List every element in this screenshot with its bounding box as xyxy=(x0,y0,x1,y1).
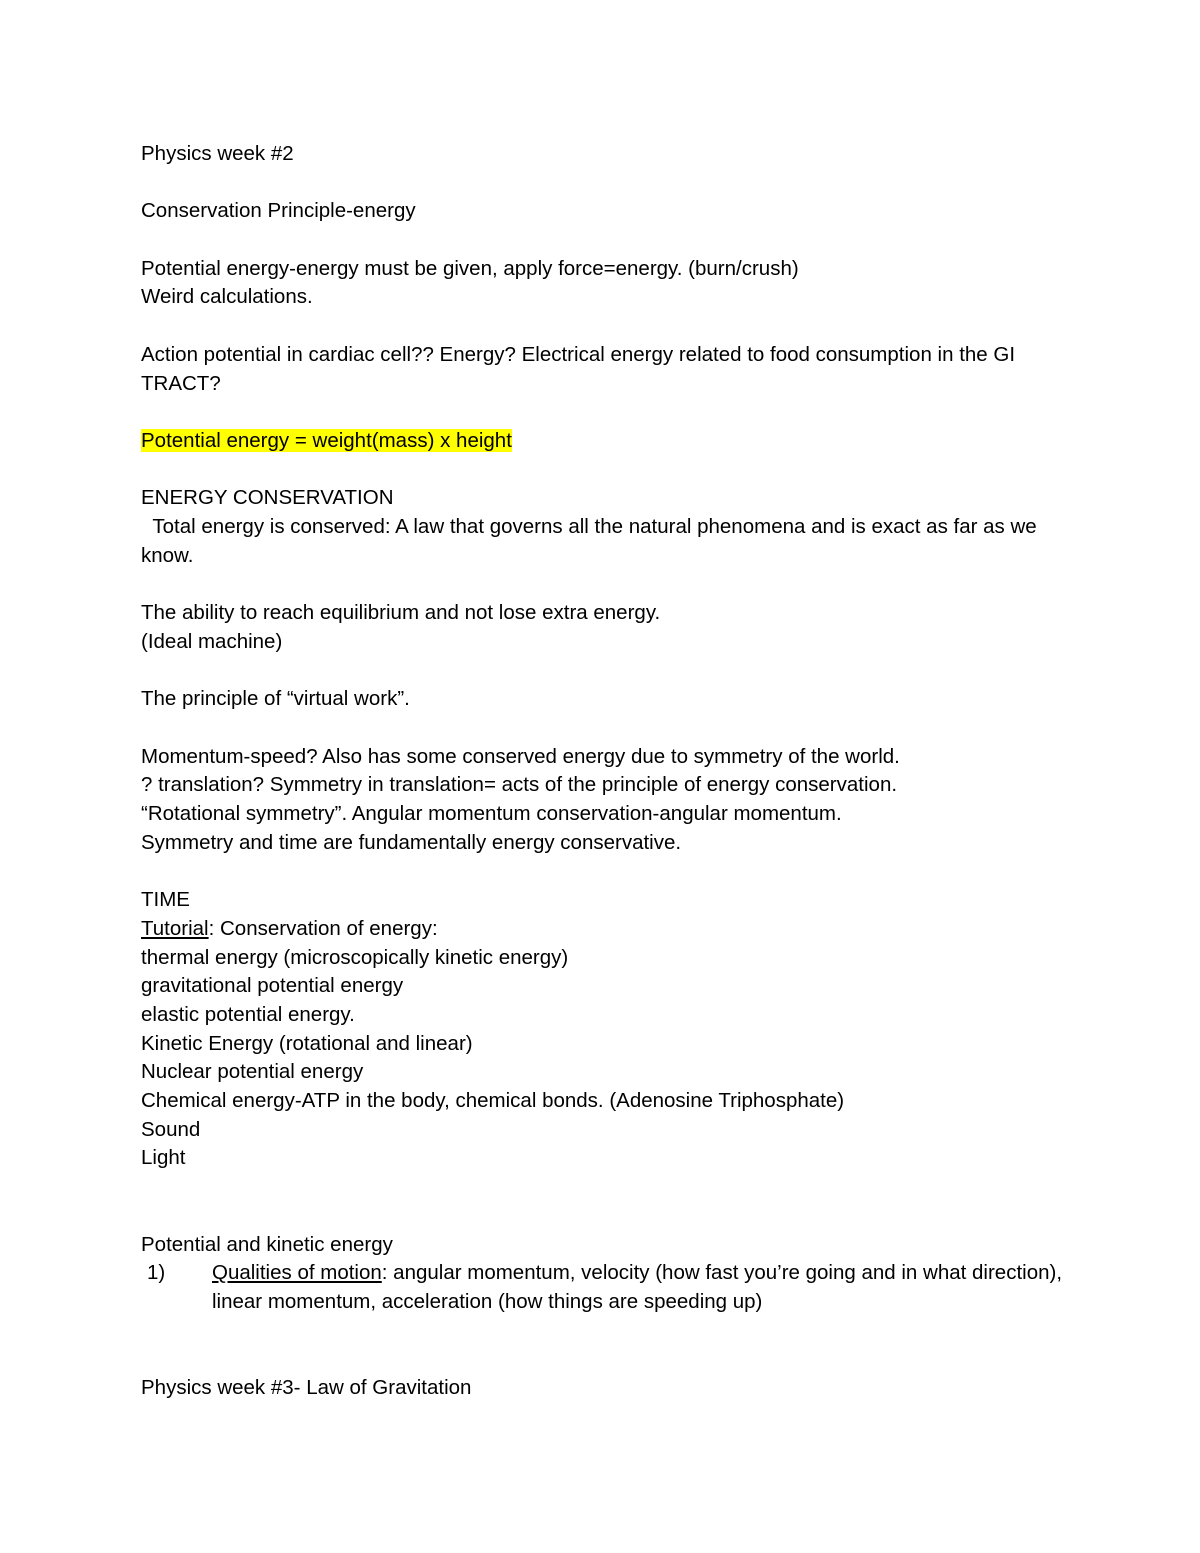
blank-line xyxy=(141,398,1081,427)
energy-type-item: Nuclear potential energy xyxy=(141,1060,364,1084)
tutorial-line xyxy=(141,915,1081,944)
blank-line xyxy=(141,714,1081,743)
momentum-line: Symmetry and time are fundamentally energy conservative. xyxy=(141,830,682,854)
document-title: Physics week #2 xyxy=(141,142,294,165)
energy-type-item: thermal energy (microscopically kinetic energy) xyxy=(141,945,569,969)
blank-line xyxy=(141,1173,1081,1202)
action-potential-paragraph: Action potential in cardiac cell?? Energy? Electrical energy related to food consumption in the GI TRACT? xyxy=(141,342,1016,395)
tutorial-label: Tutorial xyxy=(141,916,209,940)
blank-line xyxy=(141,226,1081,255)
energy-type-item: elastic potential energy. xyxy=(141,1002,355,1026)
blank-line xyxy=(141,169,1081,198)
highlighted-formula: Potential energy = weight(mass) x height xyxy=(141,428,512,452)
blank-line xyxy=(141,1317,1081,1346)
blank-line xyxy=(141,1345,1081,1374)
equilibrium-line: The ability to reach equilibrium and not lose extra energy. xyxy=(141,601,661,625)
energy-conservation-heading: ENERGY CONSERVATION xyxy=(141,486,394,510)
formula-line xyxy=(141,427,1081,456)
tutorial-text: : Conservation of energy: xyxy=(208,916,438,940)
virtual-work-line: The principle of “virtual work”. xyxy=(141,687,410,711)
numbered-list-item xyxy=(141,1259,1081,1316)
weird-calculations-line: Weird calculations. xyxy=(141,285,313,309)
list-number: 1) xyxy=(147,1261,166,1285)
blank-line xyxy=(141,312,1081,341)
conservation-heading: Conservation Principle-energy xyxy=(141,199,416,223)
energy-type-item: gravitational potential energy xyxy=(141,974,404,998)
total-energy-paragraph: Total energy is conserved: A law that governs all the natural phenomena and is exact as far as we know. xyxy=(141,515,1043,567)
potential-kinetic-heading: Potential and kinetic energy xyxy=(141,1232,393,1256)
energy-type-item: Light xyxy=(141,1146,186,1170)
blank-line xyxy=(141,657,1081,686)
potential-energy-line: Potential energy-energy must be given, apply force=energy. (burn/crush) xyxy=(141,256,799,280)
blank-line xyxy=(141,456,1081,485)
week3-heading: Physics week #3- Law of Gravitation xyxy=(141,1376,472,1400)
qualities-label: Qualities of motion xyxy=(212,1261,382,1285)
blank-line xyxy=(141,1202,1081,1231)
energy-type-item: Sound xyxy=(141,1117,201,1141)
qualities-text: : angular momentum, velocity (how fast you’re going and in what direction), linear momentum, acceleration (how things are speeding up) xyxy=(212,1261,1063,1313)
energy-type-item: Chemical energy-ATP in the body, chemical bonds. (Adenosine Triphosphate) xyxy=(141,1089,845,1113)
ideal-machine-line: (Ideal machine) xyxy=(141,629,283,653)
energy-type-item: Kinetic Energy (rotational and linear) xyxy=(141,1031,473,1055)
time-heading: TIME xyxy=(141,888,190,912)
document-page xyxy=(141,140,1081,1403)
blank-line xyxy=(141,570,1081,599)
momentum-line: ? translation? Symmetry in translation= acts of the principle of energy conservation. xyxy=(141,773,898,797)
blank-line xyxy=(141,857,1081,886)
momentum-line: “Rotational symmetry”. Angular momentum conservation-angular momentum. xyxy=(141,802,842,826)
momentum-line: Momentum-speed? Also has some conserved energy due to symmetry of the world. xyxy=(141,744,900,768)
